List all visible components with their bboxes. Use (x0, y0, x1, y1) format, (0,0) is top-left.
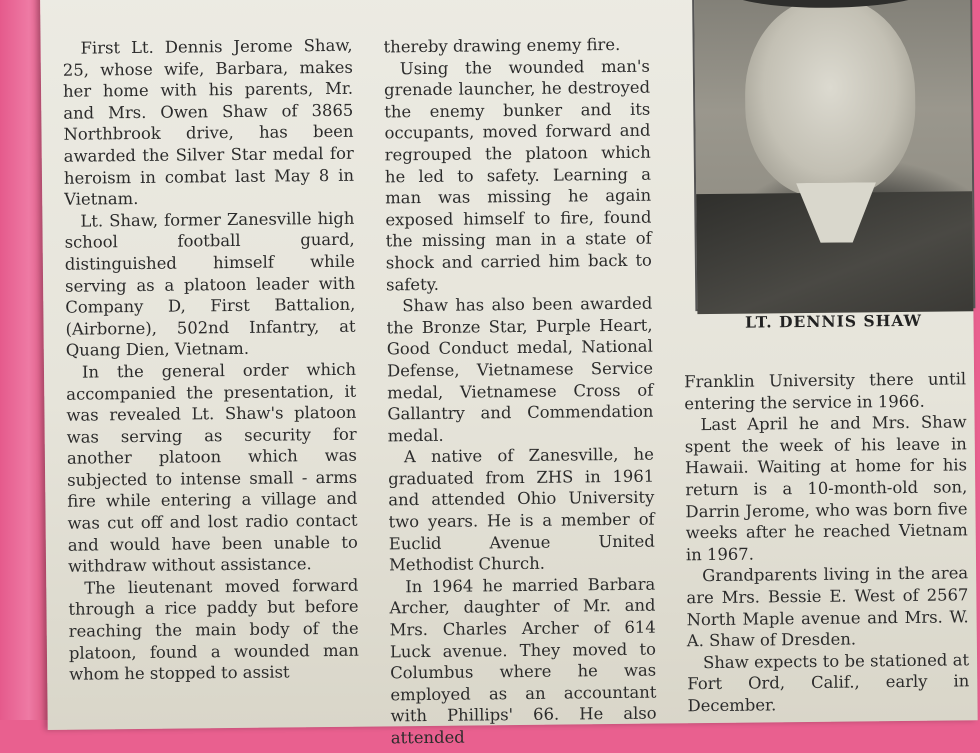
cap-shape (724, 0, 934, 9)
paragraph: Shaw has also been awarded the Bronze Star, Purple Heart, Good Conduct medal, National Defense, Vietnamese Service medal, Vietnamese Cross of Gallantry and Commendation medal. (386, 293, 654, 446)
article-column-2 (384, 34, 657, 749)
paragraph: First Lt. Dennis Jerome Shaw, 25, whose wife, Barbara, makes her home with his parents, Mr. and Mrs. Owen Shaw of 3865 Northbrook drive, has been awarded the Silver Star medal for heroism in combat last May 8 in Vietnam. (62, 35, 355, 209)
portrait-photo (692, 0, 975, 311)
paragraph: Shaw expects to be stationed at Fort Ord, Calif., early in December. (687, 650, 970, 716)
article-column-3 (684, 368, 970, 716)
paragraph: Last April he and Mrs. Shaw spent the week of his leave in Hawaii. Waiting at home for his return is a 10-month-old son, Darrin Jerome, who was born five weeks after he reached Vietnam in 1967. (684, 412, 968, 565)
paragraph: thereby drawing enemy fire. (383, 34, 621, 57)
photo-caption: LT. DENNIS SHAW (744, 310, 923, 332)
paragraph: In the general order which accompanied the presentation, it was revealed Lt. Shaw's platoon was serving as security for another platoon which was subjected to intense small - arms fire while entering a village and was cut off and lost radio contact and would have been unable to withdraw without assistance. (66, 359, 358, 576)
paragraph: Grandparents living in the area are Mrs. Bessie E. West of 2567 North Maple avenue and Mrs. W. A. Shaw of Dresden. (686, 563, 969, 651)
paragraph: The lieutenant moved forward through a rice paddy but before reaching the main body of the platoon, found a wounded man whom he stopped to assist (68, 575, 360, 684)
paragraph: Using the wounded man's grenade launcher, he destroyed the enemy bunker and its occupants, moved forward and regrouped the platoon which he led to safety. Learning a man was missing he again exposed himself to fire, found the missing man in a state of shock and carried him back to safety. (383, 56, 652, 294)
paragraph: In 1964 he married Barbara Archer, daughter of Mr. and Mrs. Charles Archer of 614 Luck avenue. They moved to Columbus where he was employed as an accountant with Phillips' 66. He also attended (389, 574, 657, 748)
paragraph: A native of Zanesville, he graduated from ZHS in 1961 and attended Ohio University two years. He is a member of Euclid Avenue United Methodist Church. (388, 444, 655, 575)
paragraph: Lt. Shaw, former Zanesville high school football guard, distinguished himself while serving as a platoon leader with Company D, First Battalion, (Airborne), 502nd Infantry, at Quang Dien, Vietnam. (64, 208, 356, 361)
article-column-1 (63, 35, 360, 686)
paragraph: Franklin University there until entering the service in 1966. (684, 369, 967, 413)
face-shape (744, 0, 916, 199)
newspaper-clipping (40, 0, 978, 748)
